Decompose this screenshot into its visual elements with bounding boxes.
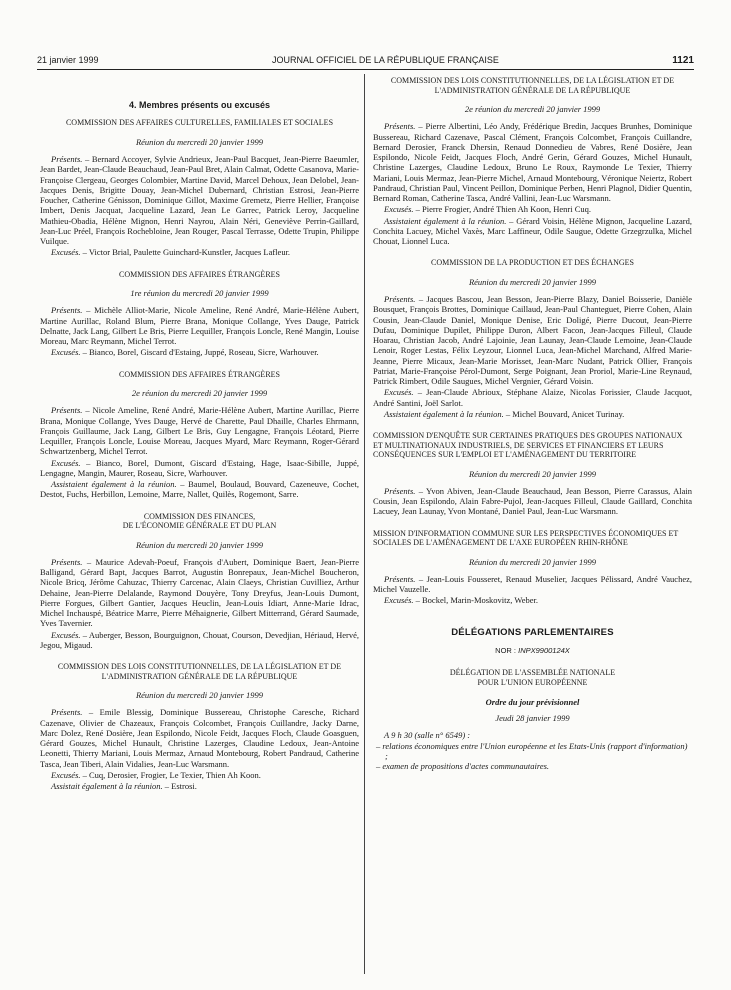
commission-enquete xyxy=(373,431,692,517)
nor-value: INPX9900124X xyxy=(518,645,570,655)
presents-paragraph xyxy=(40,305,359,346)
delegation-title xyxy=(373,668,692,687)
presents-label: Présents. xyxy=(51,154,83,164)
section-title: 4. Membres présents ou excusés xyxy=(128,100,271,110)
assistaient-label: Assistaient également à la réunion. xyxy=(384,215,507,226)
excuses-label: Excusés. xyxy=(384,387,414,398)
excuses-list: – Jean-Claude Abrioux, Stéphane Alaize, Nicolas Forissier, Claude Jacquot, André Santini, Joël Sarlot. xyxy=(373,387,693,408)
commission-production xyxy=(373,258,692,419)
excuses-list: – Bianco, Borel, Dumont, Giscard d'Estaing, Hage, Isaac-Sibille, Juppé, Lengagne, Mangin, Maurer, Roseau, Sicre, Warhouver. xyxy=(40,457,360,478)
session-date: Jeudi 28 janvier 1999 xyxy=(495,713,570,724)
presents-list: – Maurice Adevah-Poeuf, François d'Aubert, Dominique Baert, Jean-Pierre Balligand, Gérard Bapt, Jacques Barrot, Augustin Bonrepaux, Jean-Michel Boucheron, Nicole Bricq, Jérôme Cahuzac, Thierry Carcenac, Alain Claeys, Christian Cuvilliez, Arthur Dehaine, Jean-Pierre Delalande, Raymond Douyère, Tony Dreyfus, Jean-Louis Dumont, Pierre Forgues, Gilbert Gantier, Jacques Heuclin, Jean-Louis Idiart, Anne-Marie Idrac, Michel Inchauspé, Béatrice Marre, Pierre Méhaignerie, Gilbert Mitterrand, Gérard Saumade, Yves Tavernier. xyxy=(40,556,360,629)
excuses-label: Excusés. xyxy=(51,247,81,258)
reunion-date: Réunion du mercredi 20 janvier 1999 xyxy=(135,539,264,550)
presents-list: – Yvon Abiven, Jean-Claude Beauchaud, Jean Besson, Pierre Carassus, Alain Cousin, Jean Espilondo, Alain Fabre-Pujol, Jean-Jacques Filleul, Claude Gaillard, Conchita Lacuey, Jean Launay, Yvon Montané, Daniel Paul, Jean-Luc Warsmann. xyxy=(373,485,693,517)
excuses-list: – Cuq, Derosier, Frogier, Le Texier, Thien Ah Koon. xyxy=(82,769,261,780)
excuses-label: Excusés. xyxy=(51,347,81,358)
commission-finances xyxy=(40,512,359,651)
commission-title: COMMISSION D'ENQUÊTE SUR CERTAINES PRATIQUES DES GROUPES NATIONAUX ET MULTINATIONAUX INDUSTRIELS, DE SERVICES ET FINANCIERS ET LEURS CONSÉQUENCES SUR L'EMPLOI ET L'AMÉNAGEMENT DU TERRITOIRE xyxy=(373,431,683,459)
presents-paragraph xyxy=(40,707,359,769)
assistait-list: – Estrosi. xyxy=(164,781,197,791)
presents-list: – Nicole Ameline, René André, Marie-Hélène Aubert, Martine Aurillac, Pierre Brana, Monique Collange, Yves Dauge, Hervé de Charette, Paul Dhaille, Charles Ehrmann, François Guillaume, Jack Lang, Gilbert Le Bris, Guy Lengagne, François Léotard, Pierre Lequiller, François Loncle, Louise Moreau, Jacques Myard, Marc Reymann, Roger-Gérard Schwartzenberg, Michel Terrot. xyxy=(40,405,360,457)
presents-paragraph xyxy=(373,486,692,517)
excuses-list: – Bianco, Borel, Giscard d'Estaing, Juppé, Roseau, Sicre, Warhouver. xyxy=(82,347,319,358)
assistaient-label: Assistaient également à la réunion. xyxy=(384,408,504,419)
presents-list: – Pierre Albertini, Léo Andy, Frédérique Bredin, Jacques Brunhes, Dominique Bussereau, Richard Cazenave, Pascal Clément, François Colcombet, François Cuillandre, Bernard Derosier, Franck Dhersin, Renaud Donnedieu de Vabres, René Dosière, Jean Espilondo, Nicole Feidt, Jacques Floch, André Gerin, Gérard Gouzes, Michel Hunault, Christine Lazerges, Claudine Ledoux, Bruno Le Roux, Raymonde Le Texier, Thierry Mariani, Louis Mermaz, Jean-Pierre Michel, Arnaud Montebourg, Véronique Neiertz, Robert Pandraud, Christian Paul, Vincent Peillon, Dominique Perben, Henri Plagnol, Didier Quentin, Bernard Roman, Catherine Tasca, André Vallini, Jean-Luc Warsmann. xyxy=(373,121,693,203)
presents-paragraph xyxy=(40,557,359,629)
excuses-label: Excusés. xyxy=(51,629,81,640)
presents-list: – Bernard Accoyer, Sylvie Andrieux, Jean-Paul Bacquet, Jean-Pierre Baeumler, Jean Bardet, Jean-Claude Beauchaud, Jean-Paul Bret, Alain Calmat, Odette Casanova, Marie-Françoise Clergeau, Georges Colombier, Martine David, Marcel Dehoux, Jean Delobel, Jean-Jacques Denis, Brigitte Douay, Jean-Michel Dubernard, Christian Estrosi, Jean-Pierre Foucher, Catherine Génisson, Dominique Gillot, Maxime Gremetz, Pierre Hellier, Françoise Imbert, Denis Jacquat, Jacqueline Lazard, Jean Le Garrec, Patrick Leroy, Jacqueline Mathieu-Obadia, Hélène Mignon, Henri Nayrou, Alain Néri, Geneviève Perrin-Gaillard, Jean-Luc Préel, François Rochebloine, Jean Rouger, Pascal Terrasse, Odette Trupin, Philippe Vuilque. xyxy=(40,154,359,246)
assistait-paragraph xyxy=(40,781,359,791)
commission-lois-2 xyxy=(373,76,692,246)
excuses-paragraph xyxy=(40,630,359,651)
delegation-title-line-1: DÉLÉGATION DE L'ASSEMBLÉE NATIONALE xyxy=(449,668,616,677)
header-date: 21 janvier 1999 xyxy=(37,55,99,65)
presents-list: – Michèle Alliot-Marie, Nicole Ameline, René André, Marie-Hélène Aubert, Martine Aurillac, Roland Blum, Pierre Brana, Monique Collange, Yves Dauge, Patrick Delnatte, Jack Lang, Gilbert Le Bris, Pierre Lequiller, François Loncle, René Mangin, Louise Moreau, Marc Reymann, Michel Terrot. xyxy=(40,305,359,346)
presents-label: Présents. xyxy=(384,573,416,584)
reunion-date: Réunion du mercredi 20 janvier 1999 xyxy=(135,690,264,700)
assistaient-paragraph xyxy=(40,479,359,500)
nor-label: NOR : xyxy=(495,645,517,655)
assistaient-paragraph xyxy=(373,216,692,247)
excuses-list: – Pierre Frogier, André Thien Ah Koon, Henri Cuq. xyxy=(415,204,592,215)
assistaient-list: – Gérard Voisin, Hélène Mignon, Jacqueline Lazard, Conchita Lacuey, Michel Vaxès, Marc Laffineur, Odile Saugue, Odette Grzegrzulka, Michel Chouat, Lionnel Luca. xyxy=(373,215,692,246)
reunion-date: Réunion du mercredi 20 janvier 1999 xyxy=(468,556,597,567)
commission-title: COMMISSION DES AFFAIRES ÉTRANGÈRES xyxy=(119,269,280,279)
assistaient-list: – Michel Bouvard, Anicet Turinay. xyxy=(505,408,625,419)
excuses-label: Excusés. xyxy=(51,457,81,468)
excuses-label: Excusés. xyxy=(384,595,414,606)
left-column xyxy=(40,76,359,792)
header-title: JOURNAL OFFICIEL DE LA RÉPUBLIQUE FRANÇAISE xyxy=(271,55,499,65)
excuses-label: Excusés. xyxy=(51,769,81,780)
reunion-date: Réunion du mercredi 20 janvier 1999 xyxy=(135,136,264,147)
commission-lois-1 xyxy=(40,662,359,791)
reunion-date: Réunion du mercredi 20 janvier 1999 xyxy=(468,276,597,287)
excuses-paragraph xyxy=(40,347,359,357)
commission-title xyxy=(40,512,359,531)
mission-information xyxy=(373,529,692,606)
reunion-date: 1re réunion du mercredi 20 janvier 1999 xyxy=(130,288,269,298)
nor-reference xyxy=(373,646,692,656)
agenda-item: – examen de propositions d'actes communautaires. xyxy=(376,761,550,772)
presents-list: – Jacques Bascou, Jean Besson, Jean-Pierre Blazy, Daniel Boisserie, Danièle Bousquet, François Brottes, Dominique Caillaud, Jean-Paul Chanteguet, Pierre Cohen, Alain Cousin, Jean-Claude Daniel, Monique Denise, Eric Doligé, Pierre Ducout, Jean-Pierre Dufau, Dominique Dupilet, Philippe Duron, Albert Facon, Jean-Jacques Filleul, Claude Hoarau, Christian Jacob, André Lajoinie, Jean Launay, Jean-Claude Lemoine, Jean-Claude Lenoir, Roger Lestas, Félix Leyzour, Lionnel Luca, Jean-Michel Marchand, Alfred Marie-Jeanne, Pierre Micaux, Jean-Marie Morisset, Jean-Marc Nudant, Patrick Ollier, François Patriat, Marie-Françoise Pérol-Dumont, Serge Poignant, Jean Proriol, Marie-Line Reynaud, Patrick Rimbert, Odile Saugues, Michel Vergnier, Gérard Voisin. xyxy=(373,294,693,386)
commission-title: COMMISSION DES AFFAIRES ÉTRANGÈRES xyxy=(119,369,280,379)
commission-title: COMMISSION DES LOIS CONSTITUTIONNELLES, DE LA LÉGISLATION ET DE L'ADMINISTRATION GÉNÉRALE DE LA RÉPUBLIQUE xyxy=(390,76,675,95)
commission-title: COMMISSION DE LA PRODUCTION ET DES ÉCHANGES xyxy=(431,258,634,268)
page-number: 1121 xyxy=(672,54,694,66)
delegation-title-line-2: POUR L'UNION EUROPÉENNE xyxy=(477,677,588,687)
commission-title: COMMISSION DES AFFAIRES CULTURELLES, FAMILIALES ET SOCIALES xyxy=(65,118,334,128)
presents-label: Présents. xyxy=(51,707,83,718)
presents-label: Présents. xyxy=(51,405,83,416)
excuses-paragraph xyxy=(40,770,359,780)
excuses-paragraph xyxy=(40,247,359,257)
presents-label: Présents. xyxy=(384,485,416,496)
presents-label: Présents. xyxy=(51,305,83,316)
assistaient-list: – Baumel, Boulaud, Bouvard, Cazeneuve, Cochet, Destot, Fuchs, Herbillon, Lemoine, Marre, Nallet, Quilès, Rogemont, Sarre. xyxy=(40,479,360,500)
excuses-paragraph xyxy=(373,595,692,605)
commission-affaires-etrangeres-2 xyxy=(40,370,359,500)
presents-paragraph xyxy=(40,405,359,456)
commission-affaires-culturelles xyxy=(40,118,359,257)
delegations-heading: DÉLÉGATIONS PARLEMENTAIRES xyxy=(451,626,614,638)
mission-title: MISSION D'INFORMATION COMMUNE SUR LES PERSPECTIVES ÉCONOMIQUES ET SOCIALES DE L'AMÉNAGEMENT DE L'AXE EUROPÉEN RHIN-RHÔNE xyxy=(373,528,679,547)
presents-paragraph xyxy=(373,294,692,386)
excuses-label: Excusés. xyxy=(384,204,414,215)
excuses-paragraph xyxy=(373,387,692,408)
reunion-date: 2e réunion du mercredi 20 janvier 1999 xyxy=(131,388,268,398)
excuses-list: – Auberger, Besson, Bourguignon, Chouat, Courson, Devedjian, Hériaud, Hervé, Jegou, Migaud. xyxy=(40,629,359,650)
commission-affaires-etrangeres-1 xyxy=(40,270,359,358)
commission-title: COMMISSION DES LOIS CONSTITUTIONNELLES, DE LA LÉGISLATION ET DE L'ADMINISTRATION GÉNÉRALE DE LA RÉPUBLIQUE xyxy=(57,662,342,681)
commission-title-line-2: DE L'ÉCONOMIE GÉNÉRALE ET DU PLAN xyxy=(122,521,277,530)
header-rule xyxy=(37,69,694,70)
presents-paragraph xyxy=(373,574,692,595)
excuses-paragraph xyxy=(373,204,692,214)
reunion-date: 2e réunion du mercredi 20 janvier 1999 xyxy=(464,104,601,114)
presents-paragraph xyxy=(373,121,692,203)
delegations-section xyxy=(373,628,692,772)
excuses-paragraph xyxy=(40,458,359,479)
reunion-date: Réunion du mercredi 20 janvier 1999 xyxy=(468,468,597,479)
page-header xyxy=(37,53,694,67)
excuses-list: – Bockel, Marin-Moskovitz, Weber. xyxy=(415,595,539,606)
excuses-list: – Victor Brial, Paulette Guinchard-Kunstler, Jacques Lafleur. xyxy=(82,247,291,258)
presents-list: – Emile Blessig, Dominique Bussereau, Christophe Caresche, Richard Cazenave, Olivier de Chazeaux, François Colcombet, François Cuillandre, Jacky Darne, Marc Dolez, René Dosière, Jean Espilondo, Nicole Feidt, Jacques Floch, Claude Goasguen, Gérard Gouzes, Michel Hunault, Christine Lazerges, Claudine Ledoux, Jean-Antoine Leonetti, Thierry Mariani, Louis Mermaz, Arnaud Montebourg, Robert Pandraud, Catherine Tasca, Jean Tiberi, Alain Vidalies, Jean-Luc Warsmann. xyxy=(40,707,359,769)
right-column xyxy=(373,76,692,772)
agenda-item: – relations économiques entre l'Union européenne et les Etats-Unis (rapport d'information) ; xyxy=(376,740,688,761)
presents-list: – Jean-Louis Fousseret, Renaud Muselier, Jacques Pélissard, André Vauchez, Michel Vauzelle. xyxy=(373,573,693,594)
presents-label: Présents. xyxy=(51,556,83,567)
commission-title-line-1: COMMISSION DES FINANCES, xyxy=(143,511,256,521)
presents-paragraph xyxy=(40,154,359,246)
presents-label: Présents. xyxy=(384,121,416,132)
session-time: A 9 h 30 (salle n° 6549) : xyxy=(384,729,471,740)
assistait-label: Assistait également à la réunion. xyxy=(51,781,163,791)
ordre-du-jour-title: Ordre du jour prévisionnel xyxy=(485,697,580,707)
presents-label: Présents. xyxy=(384,294,416,304)
assistaient-label: Assistaient également à la réunion. xyxy=(51,479,177,489)
column-divider xyxy=(364,74,365,974)
assistaient-paragraph xyxy=(373,409,692,419)
